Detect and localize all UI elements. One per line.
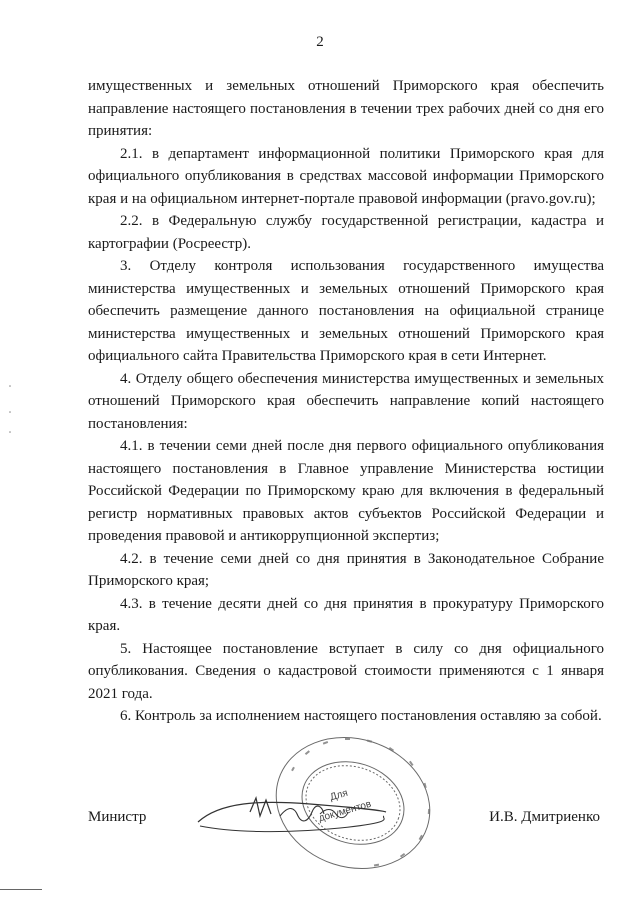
page-number: 2 [316,34,324,50]
paragraph-4-1: 4.1. в течении семи дней после дня первого официального опубликования настоящего постановления в Главное управление Министерства юстиции Российской Федерации по Приморскому краю для включения в федеральный регистр нормативных правовых актов субъектов Российской Федерации и проведения правовой и антикоррупционной экспертиз; [88,438,604,544]
paragraph-2-2: 2.2. в Федеральную службу государственной регистрации, кадастра и картографии (Росреестр). [88,213,604,252]
bottom-edge-rule [0,889,42,890]
signatory-name: И.В. Дмитриенко [489,809,600,825]
signatory-title: Министр [88,809,147,825]
handwritten-signature [190,782,390,842]
stamp-label-line1: Для [328,787,350,804]
paragraph-3: 3. Отделу контроля использования государственного имущества министерства имущественных и земельных отношений Приморского края обеспечить размещение данного постановления на официальной странице министерства имущественных и земельных отношений Приморского края официального сайта Правительства Приморского края в сети Интернет. [88,258,604,364]
paragraph-4: 4. Отделу общего обеспечения министерства имущественных и земельных отношений Приморского края обеспечить направление копий настоящего постановления: [88,370,604,432]
paragraph-4-3: 4.3. в течение десяти дней со дня принятия в прокуратуру Приморского края. [88,595,604,634]
paragraph-4-2: 4.2. в течение семи дней со дня принятия в Законодательное Собрание Приморского края; [88,550,604,589]
stamp-label-line2: документов [317,798,373,825]
document-body [88,75,604,728]
paragraph-continuation: имущественных и земельных отношений Приморского края обеспечить направление настоящего постановления в течении трех рабочих дней со дня его принятия: [88,78,604,139]
margin-marks [6,380,16,440]
paragraph-2-1: 2.1. в департамент информационной политики Приморского края для официального опубликования в средствах массовой информации Приморского края и на официальном интернет-портале правовой информации (pravo.gov.ru); [88,145,604,207]
paragraph-5: 5. Настоящее постановление вступает в силу со дня официального опубликования. Сведения о кадастровой стоимости применяются с 1 января 2021 года. [88,640,604,702]
paragraph-6: 6. Контроль за исполнением настоящего постановления оставляю за собой. [120,708,602,724]
